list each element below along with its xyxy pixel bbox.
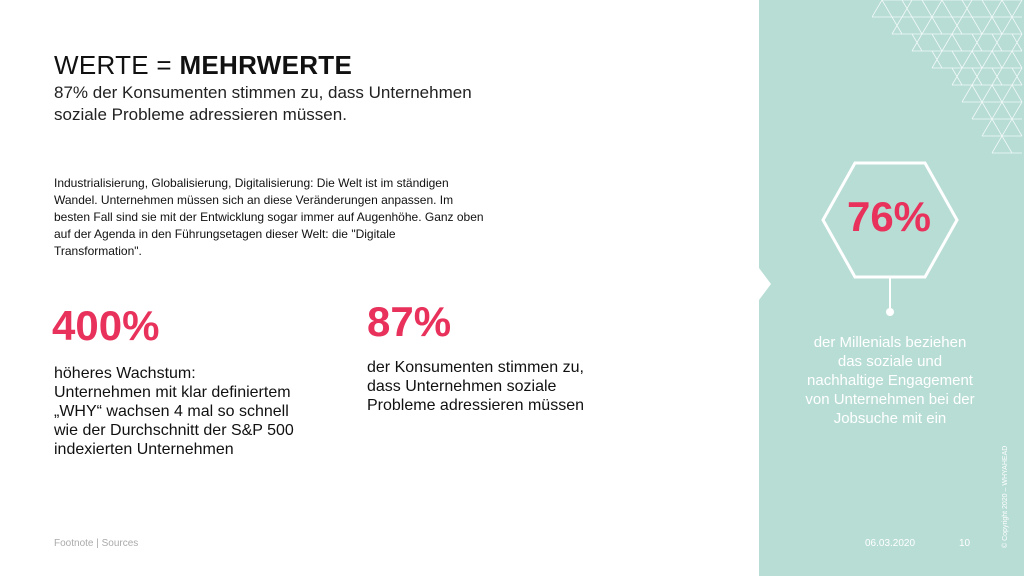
title-bold: MEHRWERTE <box>179 50 353 80</box>
footnote: Footnote | Sources <box>54 538 139 549</box>
panel-stat-value: 76% <box>846 193 932 240</box>
intro-paragraph: Industrialisierung, Globalisierung, Digitalisierung: Die Welt ist im ständigen Wandel. Unternehmen müssen sich an diese Veränderungen anpassen. Im besten Fall sind sie mit der Entwicklung sogar immer auf Augenhöhe. Ganz oben auf der Agenda in den Führungsetagen dieser Welt: die "Digitale Transformation". <box>54 176 484 258</box>
page-number: 10 <box>959 538 971 549</box>
page-title <box>54 50 352 81</box>
stat-value-growth: 400% <box>52 302 160 349</box>
page-subtitle: 87% der Konsumenten stimmen zu, dass Unternehmen soziale Probleme adressieren müssen. <box>54 83 472 124</box>
stat-text-growth: höheres Wachstum: Unternehmen mit klar definiertem „WHY“ wachsen 4 mal so schnell wie der Durchschnitt der S&P 500 indexierten Unternehmen <box>54 365 294 458</box>
stat-value-consumers: 87% <box>367 298 452 345</box>
copyright-notice: © Copyright 2020 – WHYAHEAD <box>1002 445 1009 548</box>
panel-arrow <box>759 268 771 300</box>
triangle-pattern-decoration <box>872 0 1024 180</box>
stat-text-consumers: der Konsumenten stimmen zu, dass Unternehmen soziale Probleme adressieren müssen <box>367 359 584 414</box>
slide-date: 06.03.2020 <box>865 538 916 549</box>
title-light: WERTE = <box>54 50 180 80</box>
panel-stat-text: der Millenials beziehen das soziale und nachhaltige Engagement von Unternehmen bei der Jobsuche mit ein <box>805 334 975 427</box>
